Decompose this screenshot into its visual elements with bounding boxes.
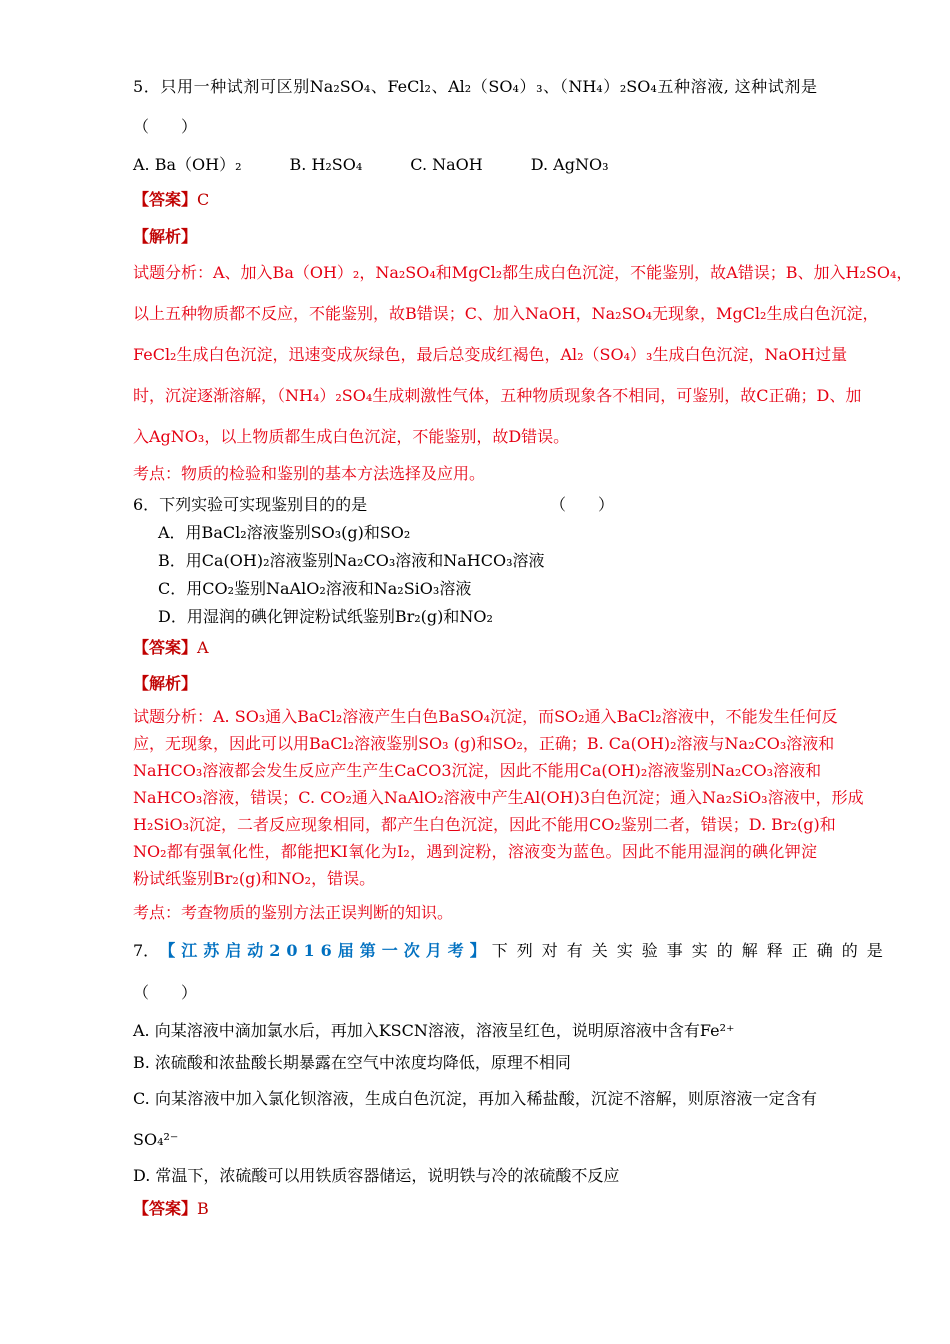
q6-option-b: B．用Ca(OH)₂溶液鉴别Na₂CO₃溶液和NaHCO₃溶液 xyxy=(158,551,545,570)
q6-analysis-line: H₂SiO₃沉淀，二者反应现象相同，都产生白色沉淀，因此不能用CO₂鉴别二者，错误；D. Br₂(g)和 xyxy=(133,815,836,834)
q7-stem: 下列对有关实验事实的解释正确的是 xyxy=(491,941,892,960)
q6-analysis-tag: 【解析】 xyxy=(133,674,198,693)
q5-paren: （ ） xyxy=(133,117,198,136)
q7-option-c: C. 向某溶液中加入氯化钡溶液，生成白色沉淀，再加入稀盐酸，沉淀不溶解，则原溶液一定含有 xyxy=(133,1089,817,1108)
answer-tag: 【答案】 xyxy=(133,638,198,657)
q6-analysis-line: 试题分析：A. SO₃通入BaCl₂溶液产生白色BaSO₄沉淀，而SO₂通入BaCl₂溶液中，不能发生任何反 xyxy=(133,707,838,726)
answer-tag: 【答案】 xyxy=(133,190,198,209)
answer-value: A xyxy=(197,638,209,657)
q6-kaodian: 考点：考查物质的鉴别方法正误判断的知识。 xyxy=(133,903,454,922)
q5-kaodian: 考点：物质的检验和鉴别的基本方法选择及应用。 xyxy=(133,464,486,483)
q7-answer xyxy=(133,1198,209,1220)
q6-option-d: D．用湿润的碘化钾淀粉试纸鉴别Br₂(g)和NO₂ xyxy=(158,607,493,626)
q7-option-a: A. 向某溶液中滴加氯水后，再加入KSCN溶液，溶液呈红色，说明原溶液中含有Fe²⁺ xyxy=(133,1021,735,1040)
q6-analysis-line: NO₂都有强氧化性，都能把KI氧化为I₂，遇到淀粉，溶液变为蓝色。因此不能用湿润的碘化钾淀 xyxy=(133,842,817,861)
q7-option-b: B. 浓硫酸和浓盐酸长期暴露在空气中浓度均降低，原理不相同 xyxy=(133,1053,571,1072)
q5-analysis-line: FeCl₂生成白色沉淀，迅速变成灰绿色，最后总变成红褐色，Al₂（SO₄）₃生成白色沉淀，NaOH过量 xyxy=(133,345,848,364)
q5-analysis-line: 时，沉淀逐渐溶解，（NH₄）₂SO₄生成刺激性气体，五种物质现象各不相同，可鉴别，故C正确；D、加 xyxy=(133,386,862,405)
q7-number: 7． xyxy=(133,941,160,960)
q7-stem-row xyxy=(133,940,892,962)
answer-tag: 【答案】 xyxy=(133,1199,198,1218)
q7-source: 【江苏启动2016届第一次月考】 xyxy=(159,941,492,960)
q5-stem: 5．只用一种试剂可区别Na₂SO₄、FeCl₂、Al₂（SO₄）₃、（NH₄）₂SO₄五种溶液, 这种试剂是 xyxy=(133,77,817,96)
q6-option-c: C．用CO₂鉴别NaAlO₂溶液和Na₂SiO₃溶液 xyxy=(158,579,472,598)
q5-analysis-line: 以上五种物质都不反应，不能鉴别，故B错误；C、加入NaOH，Na₂SO₄无现象，MgCl₂生成白色沉淀， xyxy=(133,304,879,323)
q6-paren: （ ） xyxy=(550,495,615,514)
q6-option-a: A．用BaCl₂溶液鉴别SO₃(g)和SO₂ xyxy=(158,523,411,542)
q5-answer xyxy=(133,189,209,211)
q7-paren: （ ） xyxy=(133,983,198,1002)
answer-value: B xyxy=(197,1199,209,1218)
q7-option-c-cont: SO₄²⁻ xyxy=(133,1130,179,1149)
q5-analysis-line: 试题分析：A、加入Ba（OH）₂，Na₂SO₄和MgCl₂都生成白色沉淀，不能鉴别，故A错误；B、加入H₂SO₄， xyxy=(133,263,913,282)
q6-analysis-line: NaHCO₃溶液都会发生反应产生产生CaCO3沉淀，因此不能用Ca(OH)₂溶液鉴别Na₂CO₃溶液和 xyxy=(133,761,822,780)
answer-value: C xyxy=(197,190,210,209)
q5-options: A. Ba（OH）₂ B. H₂SO₄ C. NaOH D. AgNO₃ xyxy=(133,155,609,174)
q6-analysis-line: 粉试纸鉴别Br₂(g)和NO₂，错误。 xyxy=(133,869,376,888)
q5-analysis-tag: 【解析】 xyxy=(133,227,198,246)
q7-option-d: D. 常温下，浓硫酸可以用铁质容器储运，说明铁与冷的浓硫酸不反应 xyxy=(133,1166,620,1185)
q6-stem: 6．下列实验可实现鉴别目的的是 xyxy=(133,495,368,514)
q6-answer xyxy=(133,637,209,659)
q5-analysis-line: 入AgNO₃，以上物质都生成白色沉淀，不能鉴别，故D错误。 xyxy=(133,427,570,446)
q6-analysis-line: 应，无现象，因此可以用BaCl₂溶液鉴别SO₃ (g)和SO₂，正确；B. Ca(OH)₂溶液与Na₂CO₃溶液和 xyxy=(133,734,835,753)
q6-analysis-line: NaHCO₃溶液，错误；C. CO₂通入NaAlO₂溶液中产生Al(OH)3白色沉淀；通入Na₂SiO₃溶液中，形成 xyxy=(133,788,864,807)
